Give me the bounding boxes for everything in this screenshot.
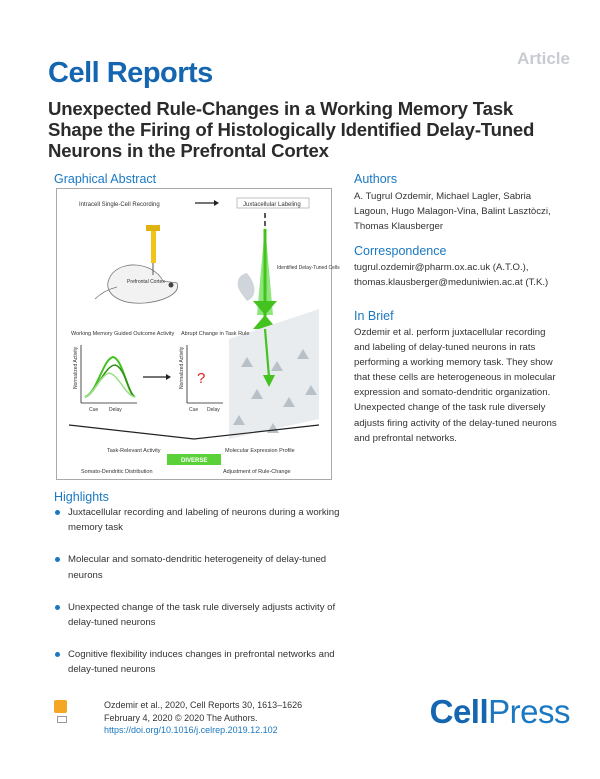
ga-label-molecular: Molecular Expression Profile [225, 448, 295, 454]
article-type-label: Article [517, 49, 570, 68]
doi-link[interactable]: https://doi.org/10.1016/j.celrep.2019.12.102 [104, 725, 278, 735]
authors-heading: Authors [354, 172, 398, 186]
paper-title: Unexpected Rule-Changes in a Working Memory Task Shape the Firing of Histologically Identified Delay-Tuned Neurons in the Prefrontal Cortex [48, 98, 535, 161]
cellpress-logo-cell: Cell [429, 693, 489, 730]
highlights-list [54, 505, 344, 695]
electrode-illustration [151, 229, 156, 263]
license-icon [57, 716, 67, 723]
ga-label-recording: Intracell Single-Cell Recording [79, 202, 160, 208]
ga-label-wm: Working Memory Guided Outcome Activity [71, 331, 175, 337]
in-brief-text: Ozdemir et al. perform juxtacellular recording and labeling of delay-tuned neurons in rats performing a working memory task. They show that these cells are heterogeneous in molecular expression and somato-dendritic organization. Unexpected change of the task rule diversely adjusts firing activity of the delay-tuned neurons and prefrontal networks. [354, 327, 557, 444]
open-access-icon [54, 700, 67, 713]
ga-label-cortex: Prefrontal Cortex [127, 279, 165, 285]
ga-question-mark: ? [197, 370, 206, 387]
ga-label-rule: Abrupt Change in Task Rule [181, 331, 250, 337]
journal-name: Cell Reports [48, 57, 213, 89]
correspondence-text[interactable]: tugrul.ozdemir@pharm.ox.ac.uk (A.T.O.), thomas.klausberger@meduniwien.ac.at (T.K.) [354, 262, 549, 289]
ga-label-task-relevant: Task-Relevant Activity [107, 448, 161, 454]
ga-xlabel-delay-left: Delay [109, 407, 122, 413]
in-brief-heading: In Brief [354, 309, 394, 323]
graphical-abstract-figure [56, 188, 340, 480]
diverse-badge-text: DIVERSE [181, 458, 208, 464]
highlight-item: Molecular and somato-dendritic heterogeneity of delay-tuned neurons [54, 552, 344, 582]
graphical-abstract-heading: Graphical Abstract [54, 172, 157, 186]
citation-block [104, 699, 302, 737]
cortex-slice-illustration [229, 309, 319, 439]
ga-label-somato: Somato-Dendritic Distribution [81, 469, 153, 475]
ga-label-identified: Identified Delay-Tuned Cells [277, 265, 340, 271]
ga-ylabel-left: Normalized Activity [73, 346, 79, 389]
ga-xlabel-cue-left: Cue [89, 407, 99, 413]
highlight-item: Unexpected change of the task rule diversely adjusts activity of delay-tuned neurons [54, 600, 344, 630]
authors-list: A. Tugrul Ozdemir, Michael Lagler, Sabria Lagoun, Hugo Malagon-Vina, Balint Lasztòczi, Thomas Klausberger [354, 191, 551, 233]
highlight-item: Juxtacellular recording and labeling of neurons during a working memory task [54, 505, 344, 535]
cellpress-logo [430, 693, 570, 731]
citation-text: Ozdemir et al., 2020, Cell Reports 30, 1613–1626 [104, 700, 303, 710]
correspondence-heading: Correspondence [354, 244, 447, 258]
cellpress-logo-press: Press [488, 693, 570, 730]
highlight-item: Cognitive flexibility induces changes in prefrontal networks and delay-tuned neurons [54, 647, 344, 677]
ga-label-adjusted: Adjustment of Rule-Change [223, 469, 291, 475]
ga-label-labeling: Juxtacellular Labeling [243, 202, 301, 208]
citation-date: February 4, 2020 © 2020 The Authors. [104, 712, 258, 723]
highlights-heading: Highlights [54, 490, 109, 504]
ga-xlabel-cue-right: Cue [189, 407, 199, 413]
ga-ylabel-right: Normalized Activity [179, 346, 185, 389]
ga-xlabel-delay-right: Delay [207, 407, 220, 413]
